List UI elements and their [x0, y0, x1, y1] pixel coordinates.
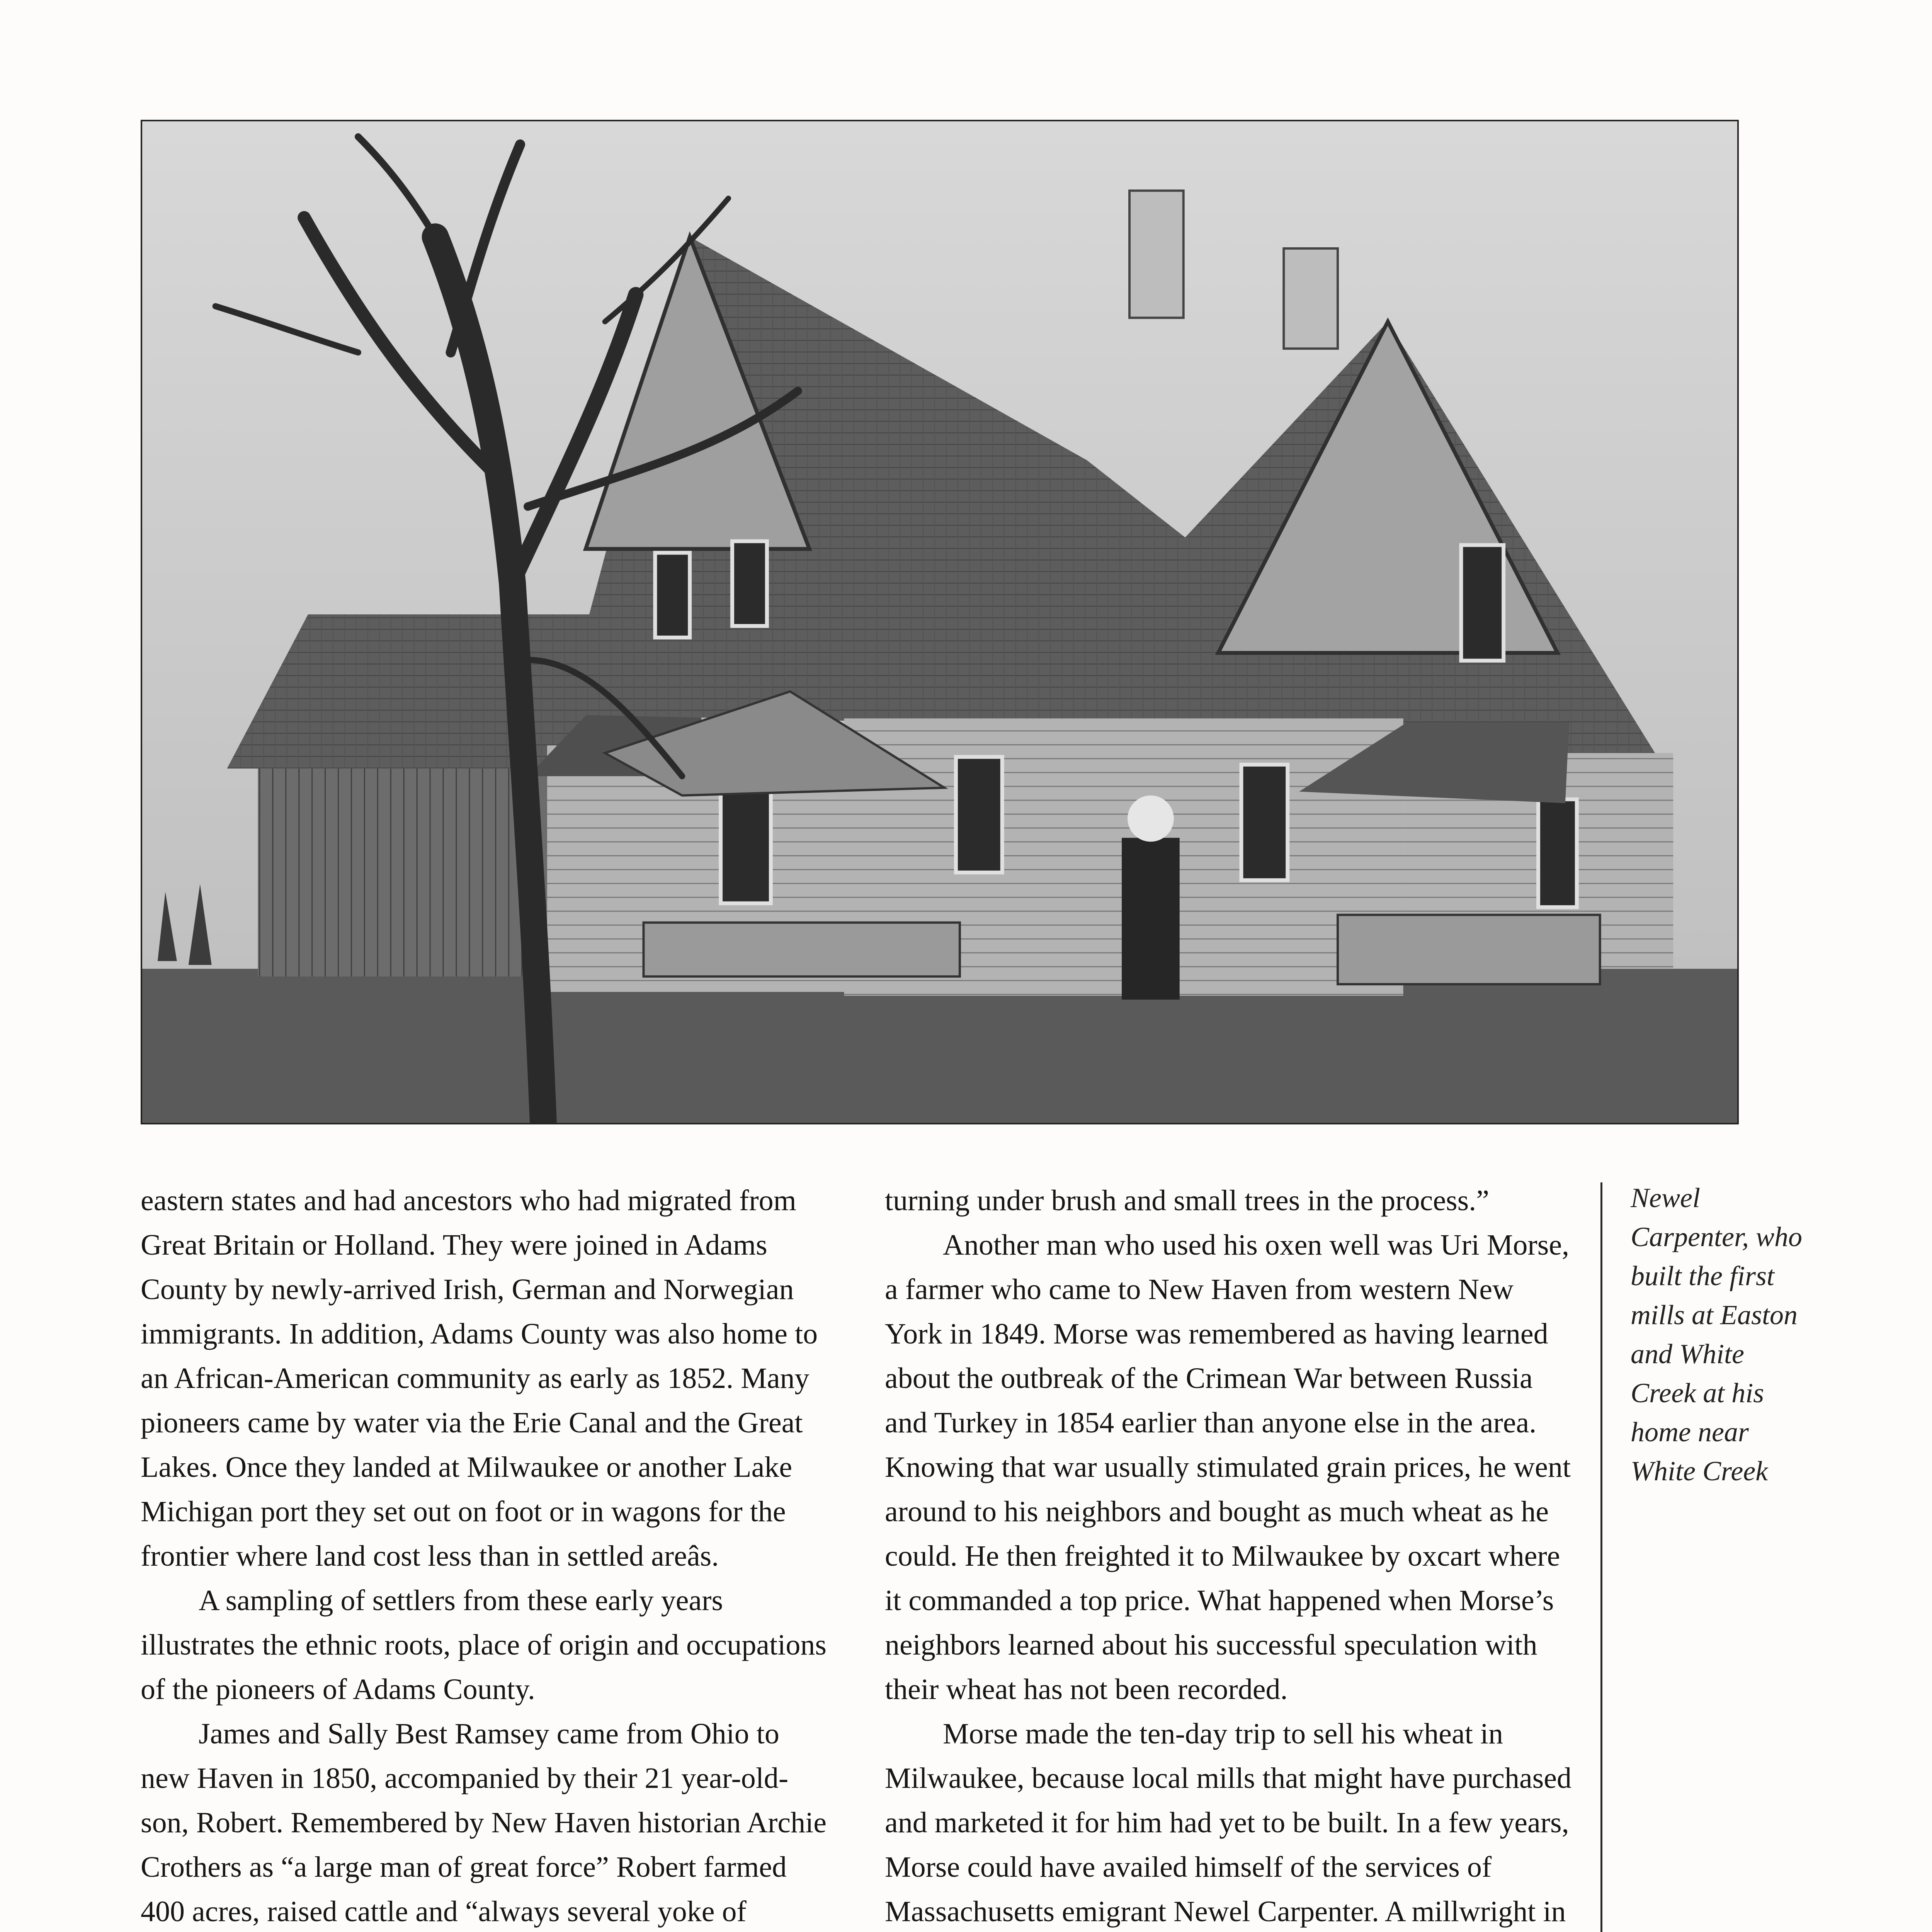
- article-paragraph: Morse made the ten-day trip to sell his wheat in Milwaukee, because local mills that might have purchased and marketed it for him had yet to be built. In a few years, Morse could have availed himself of the services of Massachusetts emigrant Newel Carpenter. A millwright in: [885, 1718, 1571, 1928]
- article-paragraph: James and Sally Best Ramsey came from Ohio to new Haven in 1850, accompanied by their 21 year-old-son, Robert. Remembered by New Haven historian Archie Crothers as “a large man of great force” Robert farmed 400 acres, raised cattle and “always several yoke of: [141, 1718, 827, 1928]
- caption-line: Creek at his: [1631, 1378, 1764, 1408]
- caption-line: mills at Easton: [1631, 1299, 1798, 1330]
- caption-line: built the first: [1631, 1260, 1775, 1291]
- photo-caption: [1631, 1179, 1847, 1491]
- farmhouse-illustration: [142, 121, 1737, 1123]
- article-paragraph: turning under brush and small trees in the process.”: [885, 1184, 1489, 1217]
- caption-line: and White: [1631, 1338, 1744, 1369]
- farmhouse-photo: [141, 120, 1739, 1124]
- caption-line: White Creek: [1631, 1456, 1768, 1486]
- article-column-2: [885, 1179, 1577, 1932]
- caption-line: home near: [1631, 1417, 1749, 1447]
- caption-line: Newel: [1631, 1182, 1700, 1213]
- article-paragraph: A sampling of settlers from these early years illustrates the ethnic roots, place of origin and occupations of the pioneers of Adams County.: [141, 1584, 827, 1706]
- article-column-1: [141, 1179, 828, 1932]
- caption-divider: [1600, 1182, 1602, 1932]
- article-paragraph: Another man who used his oxen well was Uri Morse, a farmer who came to New Haven from western New York in 1849. Morse was remembered as having learned about the outbreak of the Crimean War between Russia and Turkey in 1854 earlier than anyone else in the area. Knowing that war usually stimulated grain prices, he went around to his neighbors and bought as much wheat as he could. He then freighted it to Milwaukee by oxcart where it commanded a top price. What happened when Morse’s neighbors learned about his successful speculation with their wheat has not been recorded.: [885, 1229, 1571, 1706]
- article-paragraph: eastern states and had ancestors who had migrated from Great Britain or Holland. They were joined in Adams County by newly-arrived Irish, German and Norwegian immigrants. In addition, Adams County was also home to an African-American community as early as 1852. Many pioneers came by water via the Erie Canal and the Great Lakes. Once they landed at Milwaukee or another Lake Michigan port they set out on foot or in wagons for the frontier where land cost less than in settled areâs.: [141, 1184, 818, 1572]
- caption-line: Carpenter, who: [1631, 1221, 1803, 1252]
